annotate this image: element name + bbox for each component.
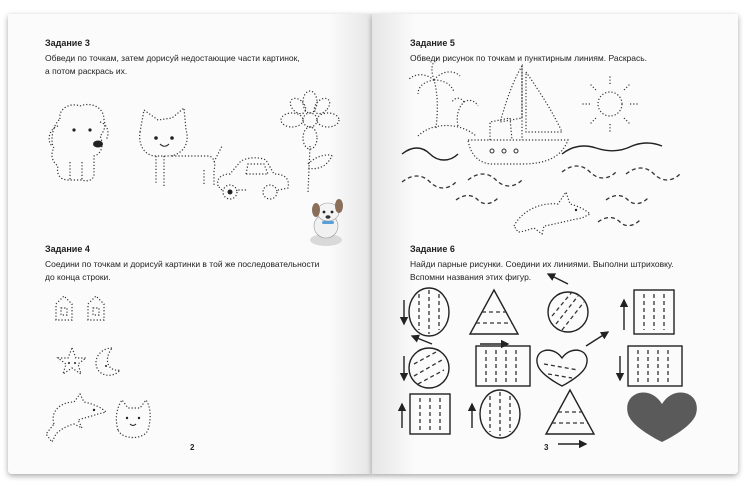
- left-page: [8, 14, 372, 474]
- dolphin-cat-sequence-row: [46, 394, 150, 442]
- task-3-text-line-2: а потом раскрась их.: [45, 66, 128, 76]
- dotted-palm-island-drawing: [408, 58, 478, 136]
- task-5-title: Задание 5: [410, 38, 455, 48]
- house-sequence-row: [56, 296, 104, 320]
- puppy-mascot-illustration: [310, 199, 343, 246]
- dotted-sun-drawing: [582, 76, 638, 132]
- task-4-text-line-2: до конца строки.: [45, 272, 111, 282]
- dotted-car-drawing: [218, 158, 289, 199]
- task-4-title: Задание 4: [45, 244, 90, 254]
- page-number-left: 2: [190, 443, 195, 452]
- task-6-text-line-2: Вспомни названия этих фигур.: [410, 272, 532, 282]
- wave-dashed-lines: [402, 143, 680, 226]
- task-6-shapes: [402, 274, 697, 444]
- task-4-text-line-1: Соедини по точкам и дорисуй картинки в той же последовательности: [45, 259, 320, 269]
- right-page: [372, 14, 738, 474]
- dotted-flower-drawing: [281, 91, 339, 192]
- task-6-title: Задание 6: [410, 244, 455, 254]
- dotted-dolphin-drawing: [514, 192, 590, 234]
- task-5-text-line-1: Обведи рисунок по точкам и пунктирным линиям. Раскрась.: [410, 53, 648, 63]
- filled-heart-shape: [627, 393, 697, 442]
- left-page-drawings: [8, 14, 372, 474]
- page-number-right: 3: [544, 443, 549, 452]
- dotted-puppy-drawing: [49, 105, 108, 181]
- dotted-sailboat-drawing: [468, 66, 568, 164]
- star-moon-sequence-row: [58, 348, 120, 375]
- dotted-cat-drawing: [140, 108, 222, 186]
- right-page-drawings: [372, 14, 738, 474]
- task-3-text-line-1: Обведи по точкам, затем дорисуй недостающие части картинок,: [45, 53, 300, 63]
- task-3-title: Задание 3: [45, 38, 90, 48]
- task-6-text-line-1: Найди парные рисунки. Соедини их линиями. Выполни штриховку.: [410, 259, 674, 269]
